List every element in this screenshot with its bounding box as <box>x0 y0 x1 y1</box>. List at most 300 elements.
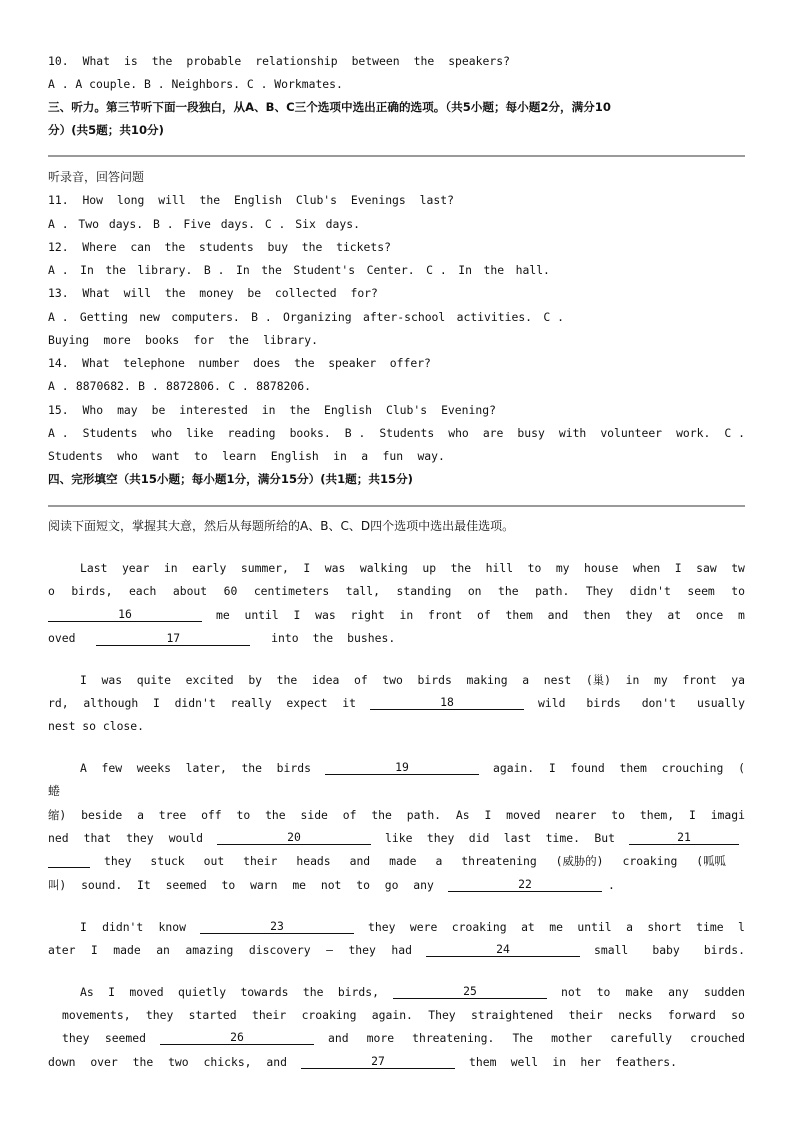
word: the <box>265 808 286 822</box>
word: didn't <box>102 920 144 934</box>
word: 8872806. <box>166 379 221 393</box>
word: imagi <box>710 808 745 822</box>
word: who <box>448 426 469 440</box>
word: the <box>498 584 519 598</box>
word: towards <box>240 985 289 999</box>
word: my <box>653 673 668 687</box>
word: 12. <box>48 240 69 254</box>
word: As <box>455 808 470 822</box>
q15-stem <box>48 402 496 418</box>
word: ya <box>731 673 745 687</box>
word: up <box>422 561 437 575</box>
blank-25[interactable]: 25 <box>393 984 547 999</box>
word: they <box>126 831 154 845</box>
section4-instruction: 阅读下面短文，掌握其大意，然后从每题所给的A、B、C、D四个选项中选出最佳选项。 <box>48 519 515 533</box>
word: don't <box>641 696 676 710</box>
word: expect <box>286 696 328 710</box>
word: bushes. <box>347 631 396 645</box>
word: me <box>549 920 563 934</box>
word: a <box>361 449 369 463</box>
word: new <box>139 310 160 324</box>
word: A . <box>48 217 69 231</box>
word: number <box>198 356 240 370</box>
word: carefully <box>610 1031 673 1045</box>
word: 15. <box>48 403 69 417</box>
word: speakers? <box>448 54 510 68</box>
word: for <box>193 333 215 347</box>
period: . <box>608 878 615 892</box>
word: hall. <box>515 263 550 277</box>
word: o <box>48 584 55 598</box>
word: off <box>201 808 222 822</box>
word: way. <box>417 449 445 463</box>
word: 10. <box>48 54 69 68</box>
passage-line <box>80 760 745 776</box>
q13-stem <box>48 285 378 301</box>
word: days. <box>108 217 144 231</box>
word: for? <box>350 286 378 300</box>
word: threatening. <box>412 1031 495 1045</box>
passage-line <box>80 672 745 688</box>
word: the <box>261 263 282 277</box>
word: They <box>585 584 614 598</box>
word: telephone <box>123 356 185 370</box>
blank-21[interactable]: 21 <box>629 830 739 845</box>
q10-stem <box>48 53 510 69</box>
word: English <box>270 449 319 463</box>
word: B . <box>344 426 366 440</box>
word: more <box>103 333 131 347</box>
word: crouching <box>661 761 724 775</box>
word: Who <box>82 403 104 417</box>
word: crouched <box>690 1031 745 1045</box>
word: probable <box>186 54 242 68</box>
blank-26[interactable]: 26 <box>160 1030 314 1045</box>
word: about <box>172 584 208 598</box>
word: rd, <box>48 696 69 710</box>
word: saw <box>696 561 717 575</box>
word: stuck <box>150 854 185 868</box>
word: to <box>236 808 251 822</box>
word: they <box>348 943 376 957</box>
word: making <box>466 673 508 687</box>
word: me <box>216 608 230 622</box>
word: speaker <box>328 356 377 370</box>
word: birds <box>417 673 452 687</box>
word: like <box>186 426 214 440</box>
word: fun <box>382 449 404 463</box>
word: learn <box>222 449 257 463</box>
section3-heading-line1: 三、听力。第三节听下面一段独白，从A、B、C三个选项中选出正确的选项。（共5小题；每小题2分，满分10 <box>48 100 611 114</box>
word: their <box>243 854 278 868</box>
word: B . <box>152 217 174 231</box>
word: volunteer <box>600 426 663 440</box>
word: the <box>413 54 435 68</box>
q15-options-cont <box>48 448 445 464</box>
word: heads <box>296 854 331 868</box>
word: 14. <box>48 356 69 370</box>
word: between <box>351 54 400 68</box>
word: didn't <box>629 584 671 598</box>
q12-options <box>48 262 550 278</box>
word: know <box>158 920 186 934</box>
word: C . <box>724 426 745 440</box>
word: ater <box>48 943 76 957</box>
word: 8878206. <box>256 379 311 393</box>
word: was <box>324 561 346 575</box>
word: amazing <box>185 943 234 957</box>
word: into <box>271 631 299 645</box>
q13-options-cont <box>48 332 318 348</box>
blank-23[interactable]: 23 <box>200 919 354 934</box>
word: sound. <box>81 878 123 892</box>
word: early <box>192 561 227 575</box>
word: Getting <box>79 310 128 324</box>
word: they <box>145 1008 174 1022</box>
word: a <box>626 920 633 934</box>
word: in <box>399 608 414 622</box>
word: library. <box>137 263 193 277</box>
word: C . <box>228 379 249 393</box>
word: (巢) <box>585 673 611 687</box>
word: to <box>611 808 626 822</box>
blank-27[interactable]: 27 <box>301 1054 455 1069</box>
section-divider <box>48 155 745 157</box>
word: later, <box>185 761 227 775</box>
word: feathers. <box>615 1055 677 1069</box>
word: the <box>105 263 126 277</box>
word: two <box>168 1055 189 1069</box>
word: beside <box>81 808 123 822</box>
word: didn't <box>174 696 216 710</box>
blank-24[interactable]: 24 <box>426 942 580 957</box>
word: A . <box>48 426 69 440</box>
word: days. <box>325 217 360 231</box>
word: front <box>427 608 463 622</box>
q14-options <box>48 378 311 394</box>
passage-line <box>80 560 745 576</box>
word: warn <box>250 878 278 892</box>
passage-line <box>80 984 745 1000</box>
word: I <box>674 561 682 575</box>
word: an <box>156 943 170 957</box>
word: necks <box>618 1008 653 1022</box>
word: I <box>293 608 301 622</box>
word: are <box>482 426 504 440</box>
word: them <box>469 1055 497 1069</box>
word: them, <box>639 808 675 822</box>
word: mother <box>551 1031 593 1045</box>
word: 叫) <box>48 878 67 892</box>
word: centimeters <box>253 584 330 598</box>
passage-line: 蜷 <box>48 784 61 798</box>
passage-line <box>48 583 745 599</box>
word: they <box>104 854 132 868</box>
word: again. <box>371 1008 413 1022</box>
word: Evening? <box>441 403 496 417</box>
word: birds, <box>71 584 113 598</box>
word: who <box>151 426 173 440</box>
word: threatening <box>461 854 537 868</box>
word: had <box>391 943 412 957</box>
word: after-school <box>362 310 446 324</box>
q14-stem <box>48 355 431 371</box>
word: reading <box>227 426 276 440</box>
q11-stem <box>48 192 454 208</box>
word: of <box>477 608 491 622</box>
word: the <box>132 1055 154 1069</box>
word: excited <box>185 673 234 687</box>
word: chicks, <box>203 1055 252 1069</box>
word: last <box>503 831 532 845</box>
blank-16[interactable]: 16 <box>48 607 202 622</box>
word: quite <box>136 673 172 687</box>
word: few <box>101 761 123 775</box>
word: 11. <box>48 193 69 207</box>
blank-21-cont <box>48 853 90 868</box>
word: Club's <box>295 193 338 207</box>
word: last? <box>419 193 454 207</box>
word: until <box>244 608 279 622</box>
word: But <box>594 831 615 845</box>
word: make <box>625 985 653 999</box>
word: Two <box>78 217 99 231</box>
word: that <box>83 831 112 845</box>
word: with <box>558 426 587 440</box>
word: English <box>233 193 282 207</box>
word: In <box>235 263 250 277</box>
word: Students <box>379 426 435 440</box>
word: be <box>247 286 262 300</box>
word: (威胁的) <box>555 854 604 868</box>
word: they <box>62 1031 90 1045</box>
word: more <box>366 1031 395 1045</box>
word: nearer <box>555 808 597 822</box>
word: quietly <box>178 985 227 999</box>
word: really <box>230 696 272 710</box>
word: C . <box>264 217 286 231</box>
section4-heading: 四、完形填空（共15小题；每小题1分，满分15分）(共1题；共15分) <box>48 472 413 486</box>
word: the <box>302 985 324 999</box>
word: they <box>625 608 653 622</box>
word: small <box>594 943 629 957</box>
word: so <box>731 1008 745 1022</box>
blank-22[interactable]: 22 <box>448 877 602 892</box>
q12-stem <box>48 239 391 255</box>
word: path. <box>535 584 570 598</box>
word: well <box>510 1055 539 1069</box>
word: may <box>117 403 138 417</box>
word: time. <box>545 831 580 845</box>
word: a <box>137 808 144 822</box>
word: B . <box>203 263 225 277</box>
word: seemed <box>165 878 207 892</box>
blank-19[interactable]: 19 <box>325 760 479 775</box>
word: What <box>82 54 111 68</box>
word: baby <box>652 943 680 957</box>
word: of <box>353 673 368 687</box>
passage-line <box>48 695 745 711</box>
word: out <box>203 854 225 868</box>
word: go <box>384 878 399 892</box>
word: their <box>568 1008 603 1022</box>
passage-line <box>48 877 745 893</box>
word: a <box>522 673 530 687</box>
word: I <box>303 561 311 575</box>
word: I <box>548 761 556 775</box>
passage-line <box>48 630 745 646</box>
word: tickets? <box>336 240 391 254</box>
word: Last <box>80 561 108 575</box>
word: was <box>315 608 336 622</box>
word: on <box>467 584 482 598</box>
word: activities. <box>456 310 533 324</box>
word: library. <box>263 333 318 347</box>
word: Students <box>48 449 103 463</box>
word: and <box>547 608 569 622</box>
word: long <box>116 193 145 207</box>
word: the <box>228 333 249 347</box>
word: over <box>90 1055 118 1069</box>
word: Five <box>183 217 211 231</box>
word: I <box>80 920 87 934</box>
word: when <box>632 561 661 575</box>
word: What <box>82 286 110 300</box>
word: I <box>484 808 492 822</box>
q11-options <box>48 216 360 232</box>
word: As <box>80 985 94 999</box>
word: ned <box>48 831 69 845</box>
passage-line <box>48 807 745 823</box>
word: moved <box>506 808 541 822</box>
word: sudden <box>703 985 745 999</box>
blank-20[interactable]: 20 <box>217 830 371 845</box>
passage-line <box>80 919 745 935</box>
word: Organizing <box>283 310 352 324</box>
word: standing <box>396 584 452 598</box>
passage-line <box>62 1007 745 1023</box>
word: and <box>266 1055 287 1069</box>
word: time <box>696 920 724 934</box>
word: side <box>300 808 328 822</box>
word: front <box>682 673 717 687</box>
word: the <box>450 561 472 575</box>
word: me <box>292 878 307 892</box>
word: l <box>738 920 745 934</box>
word: books. <box>289 426 331 440</box>
word: — <box>326 943 333 957</box>
word: books <box>145 333 180 347</box>
word: I <box>108 985 115 999</box>
word: Students <box>82 426 138 440</box>
section3-heading-line2: 分）(共5题；共10分) <box>48 123 164 137</box>
word: in <box>333 449 347 463</box>
word: Where <box>82 240 117 254</box>
q13-options <box>48 309 564 325</box>
word: relationship <box>255 54 338 68</box>
word: the <box>312 631 334 645</box>
word: the <box>164 286 186 300</box>
word: seemed <box>104 1031 146 1045</box>
word: seem <box>687 584 715 598</box>
word: A . <box>48 263 69 277</box>
word: summer, <box>240 561 289 575</box>
word: made <box>389 854 417 868</box>
passage-line <box>48 607 745 623</box>
word: interested <box>179 403 248 417</box>
word: students <box>198 240 254 254</box>
blank-18[interactable]: 18 <box>370 695 524 710</box>
passage-line <box>48 942 745 958</box>
word: birds <box>276 761 311 775</box>
word: 8870682. <box>75 379 131 393</box>
word: started <box>188 1008 237 1022</box>
word: although <box>83 696 139 710</box>
section-divider-2 <box>48 505 745 507</box>
word: at <box>667 608 682 622</box>
word: is <box>124 54 138 68</box>
word: down <box>48 1055 76 1069</box>
passage-line <box>48 830 745 846</box>
word: does <box>253 356 281 370</box>
word: (呱呱 <box>696 854 726 868</box>
word: want <box>152 449 180 463</box>
word: collected <box>274 286 337 300</box>
word: moved <box>129 985 164 999</box>
word: path. <box>406 808 442 822</box>
word: any <box>668 985 689 999</box>
word: the <box>164 240 186 254</box>
word: again. <box>493 761 535 775</box>
word: until <box>577 920 612 934</box>
word: 缩) <box>48 808 67 822</box>
word: to <box>356 878 370 892</box>
word: and <box>328 1031 349 1045</box>
q15-options <box>48 425 745 441</box>
word: I <box>90 943 98 957</box>
word: the <box>151 54 173 68</box>
word: In <box>458 263 472 277</box>
blank-17[interactable]: 17 <box>96 631 250 646</box>
section3-instruction: 听录音，回答问题 <box>48 170 145 184</box>
word: It <box>137 878 151 892</box>
word: Student's <box>293 263 356 277</box>
word: English <box>324 403 373 417</box>
word: to <box>221 878 236 892</box>
word: right <box>350 608 385 622</box>
word: of <box>342 808 357 822</box>
word: Center. <box>366 263 415 277</box>
word: to <box>731 584 745 598</box>
word: made <box>113 943 141 957</box>
word: A . <box>48 310 69 324</box>
word: forward <box>667 1008 716 1022</box>
word: money <box>199 286 234 300</box>
word: buy <box>267 240 289 254</box>
word: a <box>435 854 443 868</box>
word: idea <box>311 673 340 687</box>
word: birds <box>586 696 621 710</box>
word: them <box>619 761 647 775</box>
word: work. <box>676 426 711 440</box>
word: the <box>241 761 263 775</box>
word: in <box>261 403 276 417</box>
word: to <box>527 561 542 575</box>
word: movements, <box>62 1008 131 1022</box>
word: found <box>570 761 605 775</box>
word: B . <box>251 310 272 324</box>
word: croaking <box>451 920 507 934</box>
